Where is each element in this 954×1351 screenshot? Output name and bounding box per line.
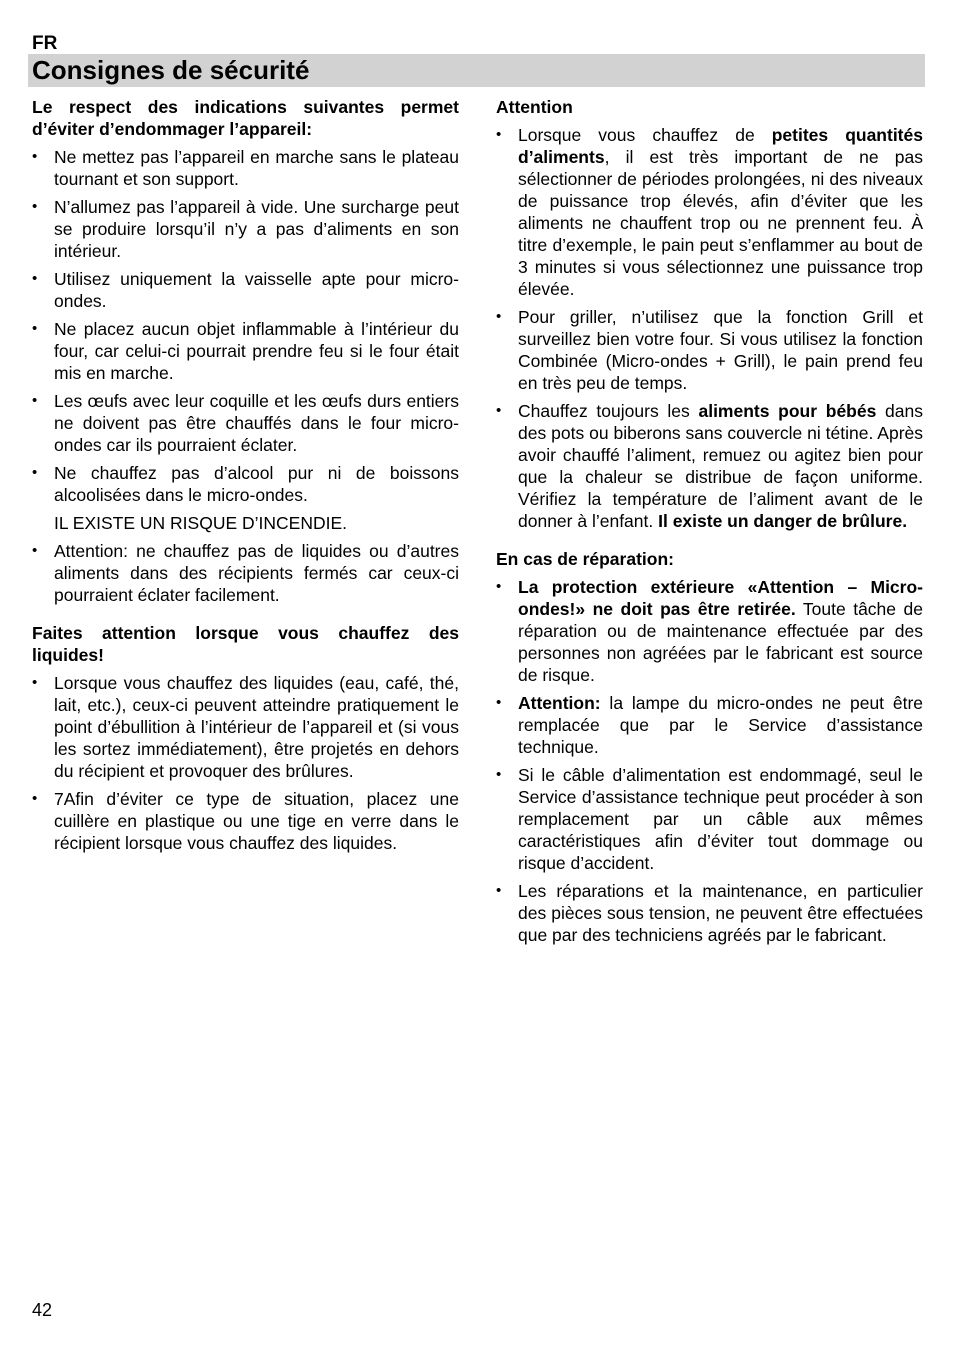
list-item: • La protection extérieure «Attention – Micro-ondes!» ne doit pas être retirée. Toute tâche de réparation ou de maintenance effectuée par des personnes non agréées par le fabricant est source de risque. [496,576,923,686]
repair-list [496,576,923,946]
liquids-heading: Faites attention lorsque vous chauffez des liquides! [32,623,459,665]
left-column [32,96,459,860]
safety-list [32,146,459,506]
list-item: • Ne placez aucun objet inflammable à l’intérieur du four, car celui-ci pourrait prendre feu si le four était mis en marche. [32,318,459,384]
right-column [496,96,923,952]
list-item: • Si le câble d’alimentation est endommagé, seul le Service d’assistance technique peut procéder à son remplacement par un câble aux mêmes caractéristiques afin d’éviter tout dommage ou risque d’accident. [496,764,923,874]
list-item: • Attention: ne chauffez pas de liquides ou d’autres aliments dans des récipients fermés car ceux-ci pourraient éclater facilement. [32,540,459,606]
list-item: • Les réparations et la maintenance, en particulier des pièces sous tension, ne peuvent être effectuées que par des techniciens agréés par le fabricant. [496,880,923,946]
list-item: • Les œufs avec leur coquille et les œufs durs entiers ne doivent pas être chauffés dans le four micro-ondes car ils pourraient éclater. [32,390,459,456]
list-item: • Utilisez uniquement la vaisselle apte pour micro-ondes. [32,268,459,312]
list-item: • Pour griller, n’utilisez que la fonction Grill et surveillez bien votre four. Si vous utilisez la fonction Combinée (Micro-ondes + Grill), le pain prend feu en très peu de temps. [496,306,923,394]
attention-heading: Attention [496,97,573,117]
list-item: • Ne chauffez pas d’alcool pur ni de boissons alcoolisées dans le micro-ondes. [32,462,459,506]
attention-list [32,540,459,606]
page-title: Consignes de sécurité [32,55,310,85]
list-item: • 7Afin d’éviter ce type de situation, placez une cuillère en plastique ou une tige en verre dans le récipient lorsque vous chauffez des liquides. [32,788,459,854]
intro-heading: Le respect des indications suivantes permet d’éviter d’endommager l’appareil: [32,97,459,139]
list-item: • Lorsque vous chauffez des liquides (eau, café, thé, lait, etc.), ceux-ci peuvent atteindre pratiquement le point d’ébullition à l’intérieur de l’appareil et (si vous les sortez immédiatement), être projetés en dehors du récipient et provoquer des brûlures. [32,672,459,782]
liquids-list [32,672,459,854]
list-item: • N’allumez pas l’appareil à vide. Une surcharge peut se produire lorsqu’il n’y a pas d’aliments en son intérieur. [32,196,459,262]
title-bar [28,54,925,87]
page-number: 42 [32,1300,53,1320]
fire-risk-warning: IL EXISTE UN RISQUE D’INCENDIE. [54,513,348,533]
list-item: • Attention: la lampe du micro-ondes ne peut être remplacée que par le Service d’assistance technique. [496,692,923,758]
repair-heading: En cas de réparation: [496,549,674,569]
list-item: • Lorsque vous chauffez de petites quantités d’aliments, il est très important de ne pas sélectionner de périodes prolongées, ni des niveaux de puissance trop élevés, afin d’éviter que les aliments ne chauffent trop ou ne prennent feu. À titre d’exemple, le pain peut s’enflammer au bout de 3 minutes si vous sélectionnez une puissance trop élevée. [496,124,923,300]
list-item: • Ne mettez pas l’appareil en marche sans le plateau tournant et son support. [32,146,459,190]
list-item: • Chauffez toujours les aliments pour bébés dans des pots ou biberons sans couvercle ni tétine. Après avoir chauffé l’aliment, remuez ou agitez bien pour que la chaleur se distribue de façon uniforme. Vérifiez la température de l’aliment avant de le donner à l’enfant. Il existe un danger de brûlure. [496,400,923,532]
language-label: FR [32,33,58,54]
attention-list [496,124,923,532]
